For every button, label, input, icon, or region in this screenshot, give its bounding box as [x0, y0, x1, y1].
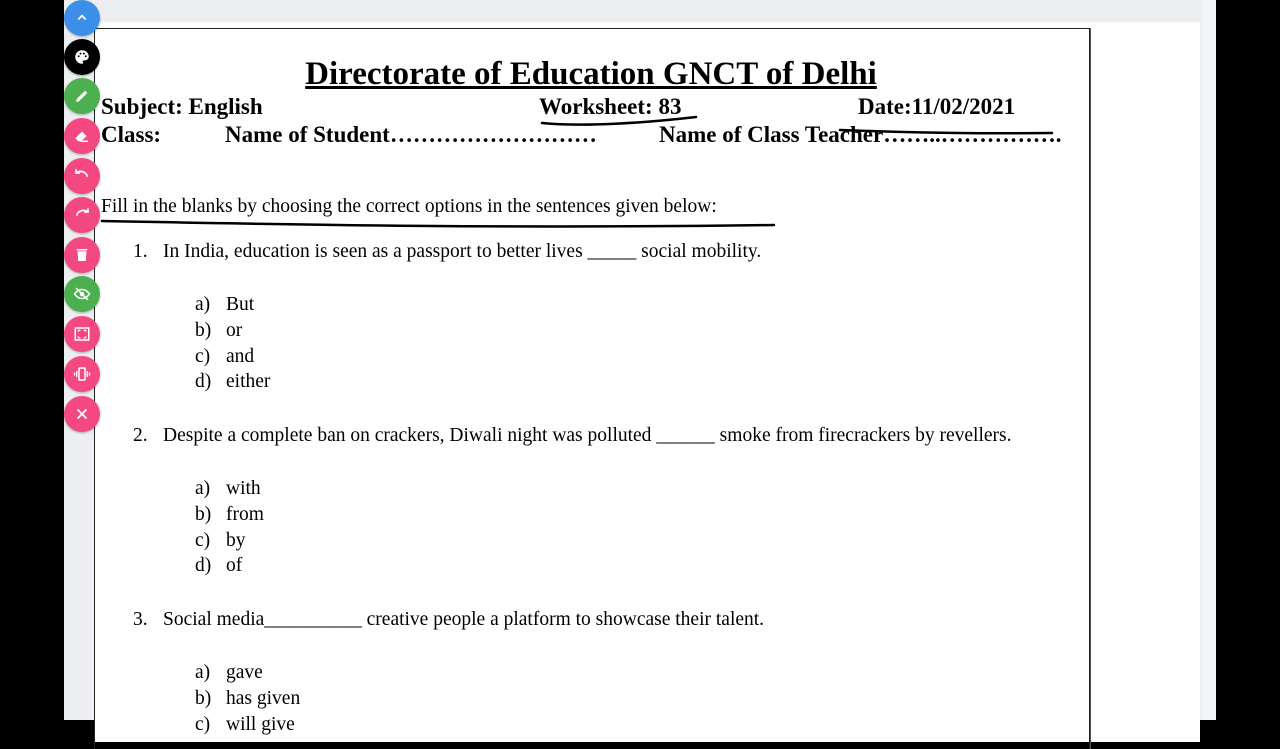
question-text: Social media__________ creative people a platform to showcase their talent. [163, 609, 765, 630]
worksheet-date: Date:11/02/2021 [858, 94, 1016, 119]
option [195, 712, 300, 738]
clear-all-button[interactable] [64, 237, 100, 273]
option-text: will give [226, 713, 295, 735]
option-letter: b) [195, 503, 212, 525]
eye-off-icon [73, 285, 91, 303]
pen-icon [73, 87, 91, 105]
eraser-tool-button[interactable] [64, 118, 100, 154]
collapse-toolbar-button[interactable] [64, 0, 100, 36]
question-text: In India, education is seen as a passport to better lives _____ social mobility. [163, 241, 762, 262]
option [195, 476, 264, 502]
option-letter: a) [195, 294, 211, 315]
scrollbar[interactable] [1202, 0, 1216, 720]
worksheet-page [94, 22, 1200, 742]
close-icon [73, 405, 91, 423]
subject-label: Subject: English [101, 94, 263, 119]
option-text: has given [226, 687, 301, 709]
trash-icon [73, 246, 91, 264]
question-number: 1. [133, 241, 148, 262]
option-letter: a) [195, 478, 211, 499]
question-number: 3. [133, 609, 148, 630]
instruction-text: Fill in the blanks by choosing the correct options in the sentences given below: [101, 196, 717, 217]
class-label: Class: [101, 122, 162, 147]
option-letter: a) [195, 662, 211, 683]
option [195, 553, 264, 579]
option-text: of [226, 555, 243, 577]
vibrate-icon [73, 365, 91, 383]
option-letter: c) [195, 529, 211, 551]
eraser-icon [73, 127, 91, 145]
option [195, 660, 300, 686]
question-text: Despite a complete ban on crackers, Diwali night was polluted ______ smoke from firecrackers by revellers. [163, 425, 1012, 446]
option [195, 686, 300, 712]
option-text: But [226, 294, 255, 315]
undo-button[interactable] [64, 158, 100, 194]
option [195, 369, 270, 395]
option [195, 318, 270, 344]
option [195, 502, 264, 528]
option-text: and [226, 345, 255, 367]
option-letter: d) [195, 555, 212, 577]
option-letter: b) [195, 319, 212, 341]
student-name-field: Name of Student……………………… [225, 122, 597, 147]
question-3 [133, 609, 764, 631]
toggle-visibility-button[interactable] [64, 276, 100, 312]
option [195, 292, 270, 318]
screenshot-icon [73, 325, 91, 343]
screenshot-button[interactable] [64, 316, 100, 352]
color-picker-button[interactable] [64, 39, 100, 75]
option-text: either [226, 371, 271, 393]
option-letter: c) [195, 713, 211, 735]
option-letter: d) [195, 371, 212, 393]
palette-icon [73, 48, 91, 66]
option-text: or [226, 319, 243, 341]
question-number: 2. [133, 425, 148, 446]
teacher-name-field: Name of Class Teacher……..……………. [659, 122, 1062, 147]
redo-button[interactable] [64, 197, 100, 233]
chevron-up-icon [73, 9, 91, 27]
annotation-toolbar [64, 0, 100, 720]
option [195, 344, 270, 370]
option-letter: c) [195, 345, 211, 367]
question-2 [133, 425, 1012, 447]
option-text: from [226, 503, 264, 525]
undo-icon [73, 167, 91, 185]
document-title: Directorate of Education GNCT of Delhi [305, 56, 877, 92]
redo-icon [73, 206, 91, 224]
pdf-viewer [64, 0, 1216, 735]
question-2-options [195, 476, 264, 579]
question-1-options [195, 292, 270, 395]
option-text: by [226, 529, 246, 551]
option-text: gave [226, 662, 263, 683]
worksheet-number: Worksheet: 83 [539, 94, 682, 119]
question-1 [133, 241, 761, 263]
close-toolbar-button[interactable] [64, 396, 100, 432]
option-letter: b) [195, 687, 212, 709]
question-3-options [195, 660, 300, 737]
pen-tool-button[interactable] [64, 78, 100, 114]
option-text: with [226, 478, 261, 499]
vibrate-button[interactable] [64, 356, 100, 392]
option [195, 528, 264, 554]
